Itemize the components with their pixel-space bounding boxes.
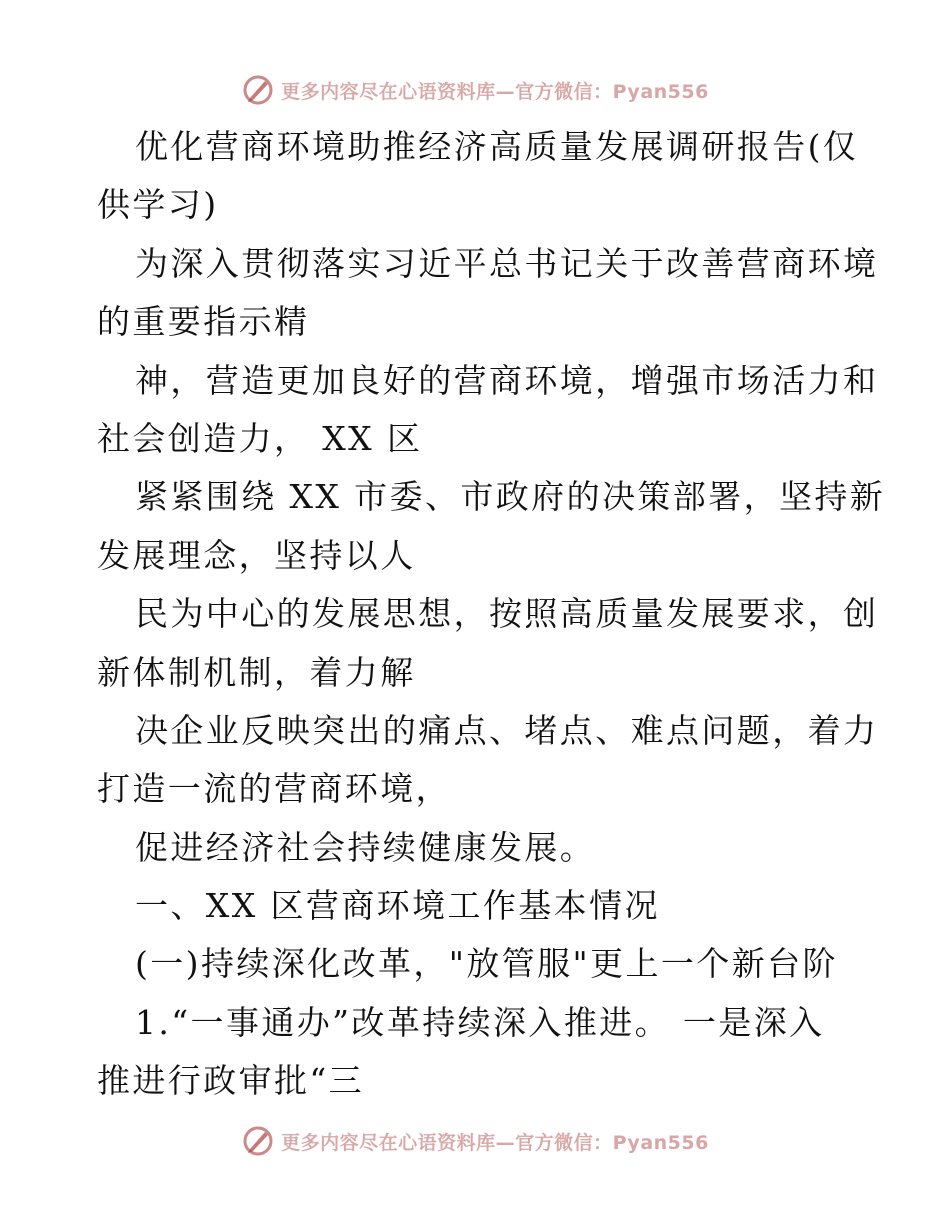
text-line: (一)持续深化改革，"放管服"更上一个新台阶 xyxy=(135,944,838,984)
text-line: 推进行政审批“三 xyxy=(97,1061,365,1101)
text-line: 打造一流的营商环境， xyxy=(97,769,451,809)
text-line: 紧紧围绕 XX 市委、市政府的决策部署，坚持新 xyxy=(135,477,886,517)
text-line: 1.“一事通办”改革持续深入推进。 一是深入 xyxy=(135,1002,825,1042)
text-line: 民为中心的发展思想，按照高质量发展要求，创 xyxy=(135,594,879,634)
text-line: 社会创造力， XX 区 xyxy=(97,418,423,458)
text-line: 促进经济社会持续健康发展。 xyxy=(135,827,596,867)
text-line: 神，营造更加良好的营商环境，增强市场活力和 xyxy=(135,360,879,400)
text-line: 一、XX 区营商环境工作基本情况 xyxy=(135,886,660,926)
text-line: 供学习) xyxy=(97,185,219,225)
text-line: 新体制机制，着力解 xyxy=(97,652,416,692)
text-line: 的重要指示精 xyxy=(97,302,310,342)
text-line: 发展理念，坚持以人 xyxy=(97,535,416,575)
footer-watermark xyxy=(0,1121,950,1161)
text-line: 优化营商环境助推经济高质量发展调研报告(仅 xyxy=(135,127,859,166)
pen-logo-icon xyxy=(241,73,275,107)
watermark-text: 更多内容尽在心语资料库—官方微信：Pyan556 xyxy=(281,80,709,103)
watermark-text: 更多内容尽在心语资料库—官方微信：Pyan556 xyxy=(281,1131,709,1154)
text-line: 为深入贯彻落实习近平总书记关于改善营商环境 xyxy=(135,243,879,283)
pen-logo-icon xyxy=(241,1124,275,1158)
header-watermark xyxy=(0,70,950,110)
document-body xyxy=(97,118,886,1111)
text-line: 决企业反映突出的痛点、堵点、难点问题，着力 xyxy=(135,710,879,750)
